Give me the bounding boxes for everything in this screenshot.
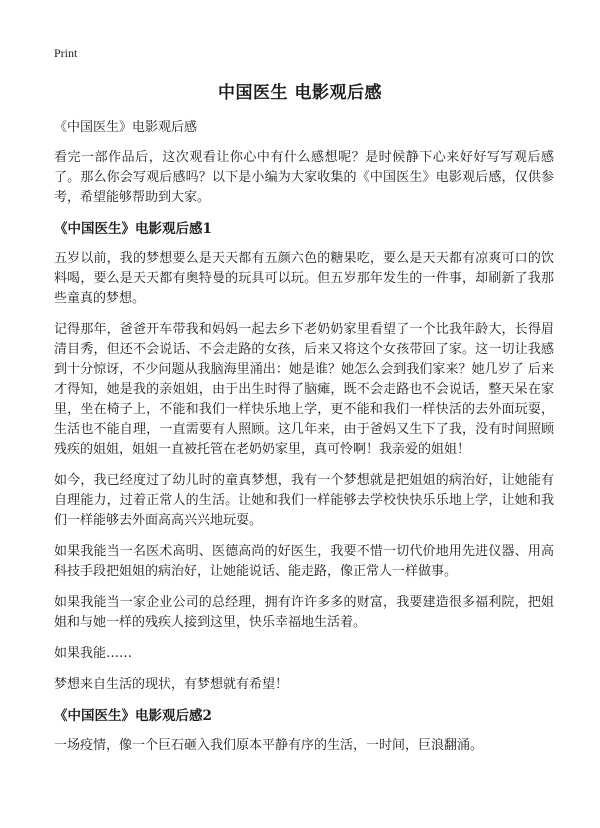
paragraph: 记得那年，爸爸开车带我和妈妈一起去乡下老奶奶家里看望了一个比我年龄大，长得眉清目秀，但还不会说话、不会走路的女孩，后来又将这个女孩带回了家。这一切让我感到十分惊讶，不少问题从我脑海里涌出：她是谁？她怎么会到我们家来？她几岁了 后来才得知，她是我的亲姐姐，由于出生时得了脑瘫，既不会走路也不会说话，整天呆在家里，坐在椅子上，不能和我们一样快乐地上学，更不能和我们一样快活的去外面玩耍，生活也不能自理，一直需要有人照顾。这几年来，由于爸妈又生下了我，没有时间照顾残疾的姐姐，姐姐一直被托管在老奶奶家里，真可怜啊！我亲爱的姐姐！ [54, 322, 554, 457]
paragraph: 梦想来自生活的现状，有梦想就有希望！ [54, 677, 289, 692]
paragraph: 五岁以前，我的梦想要么是天天都有五颜六色的糖果吃，要么是天天都有凉爽可口的饮料喝，要么是天天都有奥特曼的玩具可以玩。但五岁那年发生的一件事，却刷新了我那些童真的梦想。 [54, 251, 554, 306]
section-heading-1: 《中国医生》电影观后感1 [54, 221, 212, 237]
paragraph: 如果我能当一家企业公司的总经理，拥有许许多多的财富，我要建造很多福利院，把姐姐和与她一样的残疾人接到这里，快乐幸福地生活着。 [54, 595, 554, 630]
page-title: 中国医生 电影观后感 [218, 83, 382, 103]
article-body [54, 118, 554, 767]
intro-paragraph: 看完一部作品后，这次观看让你心中有什么感想呢？是时候静下心来好好写写观后感了。那么你会写观后感吗？以下是小编为大家收集的《中国医生》电影观后感，仅供参考，希望能够帮助到大家。 [54, 150, 554, 205]
article-subtitle: 《中国医生》电影观后感 [54, 120, 198, 135]
paragraph: 如果我能当一名医术高明、医德高尚的好医生，我要不惜一切代价地用先进仪器、用高科技手段把姐姐的病治好，让她能说话、能走路，像正常人一样做事。 [54, 544, 554, 579]
paragraph: 如今，我已经度过了幼儿时的童真梦想，我有一个梦想就是把姐姐的病治好，让她能有自理能力，过着正常人的生活。让她和我们一样能够去学校快快乐乐地上学，让她和我们一样能够去外面高高兴兴地玩耍。 [54, 473, 554, 528]
print-link[interactable]: Print [54, 46, 78, 60]
section-heading-2: 《中国医生》电影观后感2 [54, 708, 212, 724]
paragraph: 一场疫情，像一个巨石砸入我们原本平静有序的生活，一时间，巨浪翻涌。 [54, 738, 484, 753]
paragraph: 如果我能…… [54, 646, 133, 661]
